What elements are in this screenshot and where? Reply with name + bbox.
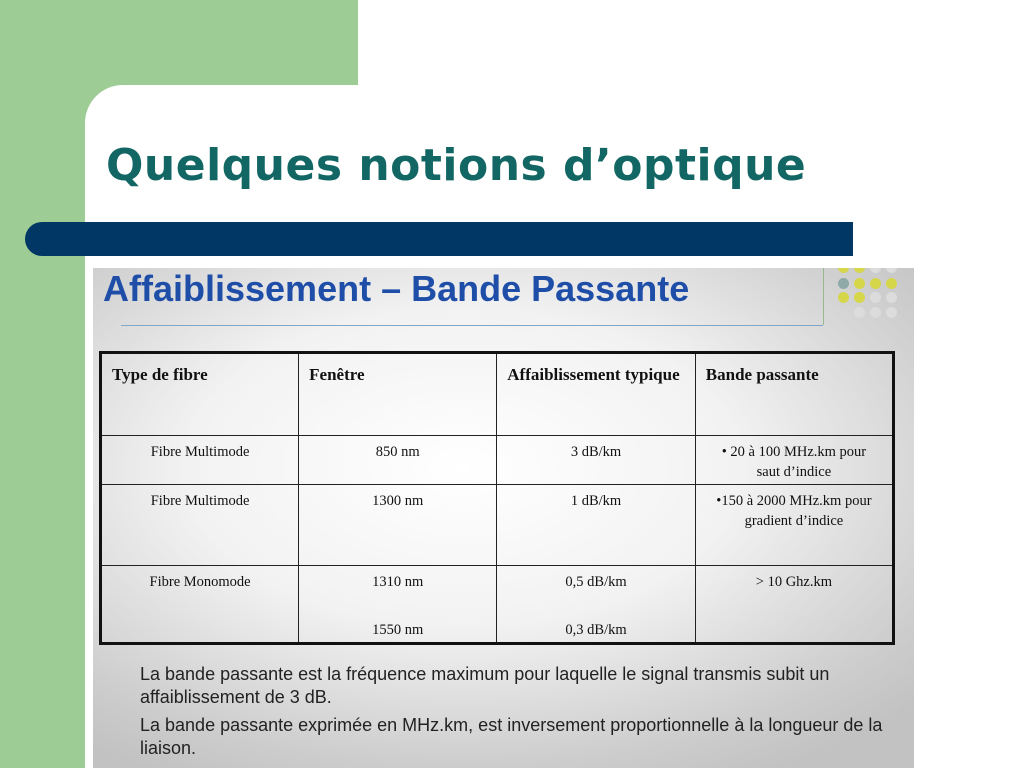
cell-bande-passante: > 10 Ghz.km	[695, 566, 893, 644]
cell-affaiblissement: 1 dB/km	[497, 485, 696, 566]
cell-spacer	[503, 592, 689, 620]
header-type-de-fibre: Type de fibre	[101, 353, 299, 436]
cell-bande-passante	[695, 485, 893, 566]
dot	[886, 292, 897, 303]
cell-spacer	[305, 592, 490, 620]
table-header-row	[101, 353, 894, 436]
note-paragraph: La bande passante exprimée en MHz.km, est inversement proportionnelle à la longueur de la liaison.	[140, 715, 883, 758]
cell-fenetre: 850 nm	[299, 436, 497, 485]
dot	[870, 278, 881, 289]
bande-line-2: saut d’indice	[756, 464, 832, 480]
embedded-title-divider	[823, 268, 824, 325]
dot	[886, 268, 897, 273]
dot	[886, 278, 897, 289]
dot	[886, 307, 897, 318]
dot	[838, 292, 849, 303]
dot	[870, 292, 881, 303]
fiber-characteristics-table	[99, 351, 895, 645]
table-row	[101, 485, 894, 566]
dot	[854, 278, 865, 289]
cell-type: Fibre Multimode	[101, 436, 299, 485]
aff-line-1: 0,5 dB/km	[565, 574, 627, 590]
fenetre-line-2: 1550 nm	[372, 622, 424, 638]
embedded-slide-image	[93, 268, 914, 768]
embedded-title: Affaiblissement – Bande Passante	[103, 268, 690, 309]
cell-affaiblissement	[497, 566, 696, 644]
dot	[870, 307, 881, 318]
cell-type: Fibre Monomode	[101, 566, 299, 644]
header-fenetre: Fenêtre	[299, 353, 497, 436]
decorative-dot-grid	[838, 268, 914, 324]
embedded-title-rule	[121, 325, 823, 326]
cell-affaiblissement: 3 dB/km	[497, 436, 696, 485]
dot	[854, 268, 865, 273]
dot	[854, 307, 865, 318]
cell-fenetre: 1300 nm	[299, 485, 497, 566]
aff-line-2: 0,3 dB/km	[565, 622, 627, 638]
dot	[854, 292, 865, 303]
cell-fenetre	[299, 566, 497, 644]
slide-title: Quelques notions d’optique	[106, 140, 807, 191]
bande-line-1: •150 à 2000 MHz.km pour	[716, 493, 872, 509]
cell-bande-passante	[695, 436, 893, 485]
table-row	[101, 436, 894, 485]
notes-block	[140, 663, 900, 765]
title-underline-bar	[25, 222, 853, 256]
fenetre-line-1: 1310 nm	[372, 574, 424, 590]
cell-type: Fibre Multimode	[101, 485, 299, 566]
table-row	[101, 566, 894, 644]
dot	[870, 268, 881, 273]
dot	[838, 268, 849, 273]
header-bande-passante: Bande passante	[695, 353, 893, 436]
bande-line-1: • 20 à 100 MHz.km pour	[721, 444, 867, 460]
bande-line-2: gradient d’indice	[744, 513, 844, 529]
dot	[838, 278, 849, 289]
note-paragraph: La bande passante est la fréquence maximum pour laquelle le signal transmis subit un affaiblissement de 3 dB.	[140, 664, 830, 707]
header-affaiblissement: Affaiblissement typique	[497, 353, 696, 436]
